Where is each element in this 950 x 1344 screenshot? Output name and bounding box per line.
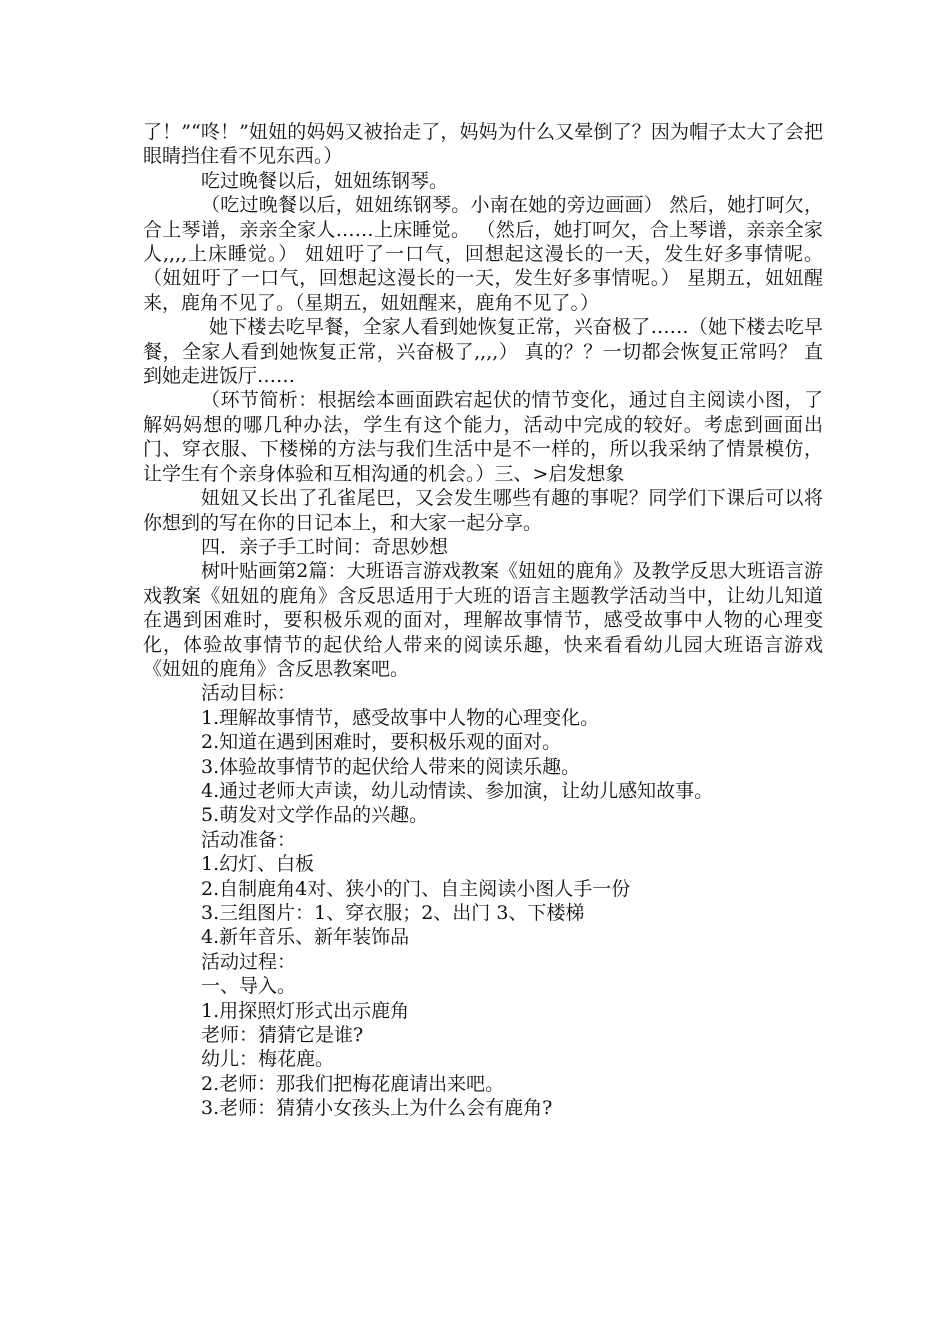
paragraph-breakfast: 她下楼去吃早餐，全家人看到她恢复正常，兴奋极了……（她下楼去吃早餐，全家人看到她恢复正常，兴奋极了,,,,） 真的？？一切都会恢复正常吗？ 直到她走进饭厅……	[143, 316, 823, 388]
list-item-goal-2: 2.知道在遇到困难时，要积极乐观的面对。	[201, 731, 562, 754]
list-item-prep-3: 3.三组图片：1、穿衣服；2、出门 3、下楼梯	[201, 902, 585, 924]
list-item-goal-4: 4.通过老师大声读，幼儿动情读、参加演，让幼儿感知故事。	[201, 779, 714, 802]
paragraph-continuation: 了！”“咚！”妞妞的妈妈又被抬走了，妈妈为什么又晕倒了？因为帽子太大了会把眼睛挡住看不见东西。）	[143, 121, 823, 168]
heading-activity-prep: 活动准备：	[201, 828, 297, 851]
list-item-prep-2: 2.自制鹿角4对、狭小的门、自主阅读小图人手一份	[201, 877, 631, 900]
list-item-goal-3: 3.体验故事情节的起伏给人带来的阅读乐趣。	[201, 755, 581, 778]
list-item-process-2: 2.老师：那我们把梅花鹿请出来吧。	[201, 1072, 505, 1095]
heading-activity-goals: 活动目标：	[201, 682, 297, 705]
dialogue-child-1: 幼儿：梅花鹿。	[201, 1048, 335, 1071]
list-item-process-1: 1.用探照灯形式出示鹿角	[201, 999, 410, 1022]
paragraph-article-2: 树叶贴画第2篇：大班语言游戏教案《妞妞的鹿角》及教学反思大班语言游戏教案《妞妞的鹿角》含反思适用于大班的语言主题教学活动当中，让幼儿知道在遇到困难时，要积极乐观的面对，理解故事情节，感受故事中人物的心理变化，体验故事情节的起伏给人带来的阅读乐趣，快来看看幼儿园大班语言游戏《妞妞的鹿角》含反思教案吧。	[143, 560, 823, 680]
list-item-goal-5: 5.萌发对文学作品的兴趣。	[201, 804, 429, 827]
document-page	[143, 120, 823, 1121]
list-item-process-3: 3.老师：猜猜小女孩头上为什么会有鹿角?	[201, 1097, 553, 1120]
list-item-prep-1: 1.幻灯、白板	[201, 853, 315, 876]
paragraph-analysis: （环节简析：根据绘本画面跌宕起伏的情节变化，通过自主阅读小图，了解妈妈想的哪几种办法，学生有这个能力，活动中完成的较好。考虑到画面出门、穿衣服、下楼梯的方法与我们生活中是不一样的，所以我采纳了情景模仿，让学生有个亲身体验和互相沟通的机会。）三、>启发想象	[143, 389, 823, 485]
section-heading-handcraft: 四．亲子手工时间：奇思妙想	[201, 535, 449, 558]
paragraph-dinner: 吃过晚餐以后，妞妞练钢琴。	[201, 169, 449, 192]
heading-intro: 一、导入。	[201, 975, 297, 998]
list-item-goal-1: 1.理解故事情节，感受故事中人物的心理变化。	[201, 706, 600, 729]
heading-activity-process: 活动过程：	[201, 950, 297, 973]
list-item-prep-4: 4.新年音乐、新年装饰品	[201, 926, 410, 949]
dialogue-teacher-1: 老师：猜猜它是谁?	[201, 1024, 364, 1047]
paragraph-piano: （吃过晚餐以后，妞妞练钢琴。小南在她的旁边画画） 然后，她打呵欠，合上琴谱，亲亲全家人……上床睡觉。 （然后，她打呵欠，合上琴谱，亲亲全家人,,,,上床睡觉。） 妞妞吁了一口气，回想起这漫长的一天，发生好多事情呢。 （妞妞吁了一口气，回想起这漫长的一天，发生好多事情呢。） 星期五，妞妞醒来，鹿角不见了。（星期五，妞妞醒来，鹿角不见了。）	[143, 194, 823, 314]
paragraph-imagination: 妞妞又长出了孔雀尾巴，又会发生哪些有趣的事呢？同学们下课后可以将你想到的写在你的日记本上，和大家一起分享。	[143, 487, 823, 534]
